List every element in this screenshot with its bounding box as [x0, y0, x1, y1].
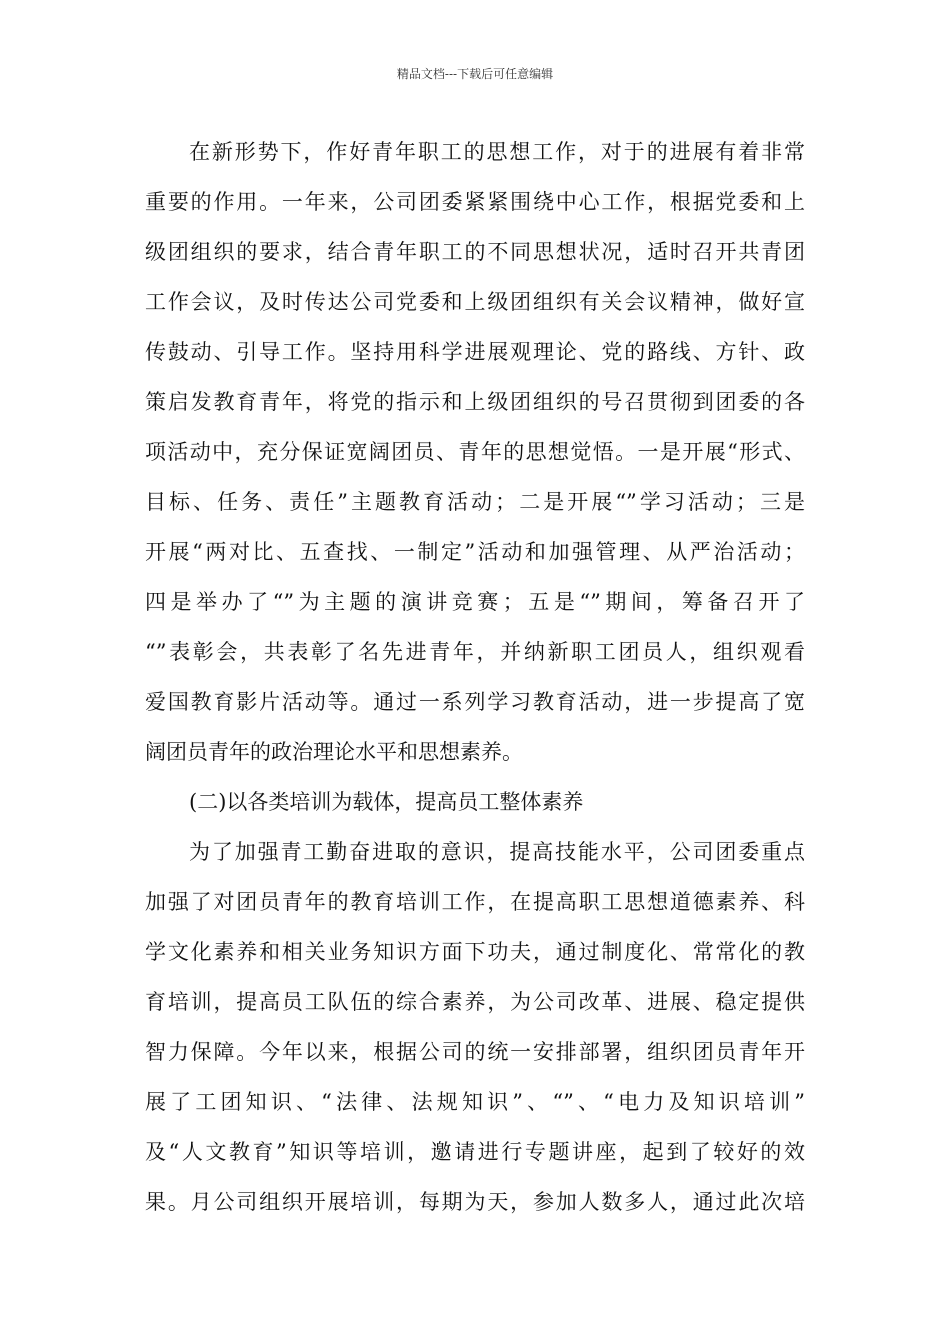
text-line: 及“人文教育”知识等培训，邀请进行专题讲座，起到了较好的效 [145, 1140, 805, 1164]
text-line: 传鼓动、引导工作。坚持用科学进展观理论、党的路线、方针、政 [145, 340, 805, 364]
text-line: 学文化素养和相关业务知识方面下功夫，通过制度化、常常化的教 [145, 940, 805, 964]
text-line: (二)以各类培训为载体，提高员工整体素养 [189, 790, 584, 814]
text-line: 为了加强青工勤奋进取的意识，提高技能水平，公司团委重点 [189, 840, 805, 864]
text-line: 重要的作用。一年来，公司团委紧紧围绕中心工作，根据党委和上 [145, 190, 805, 214]
page-header: 精品文档---下载后可任意编辑 [396, 67, 554, 81]
text-line: 策启发教育青年，将党的指示和上级团组织的号召贯彻到团委的各 [145, 390, 805, 414]
text-line: 育培训，提高员工队伍的综合素养，为公司改革、进展、稳定提供 [145, 990, 805, 1014]
text-line: 果。月公司组织开展培训，每期为天，参加人数多人，通过此次培 [145, 1190, 805, 1214]
text-line: 加强了对团员青年的教育培训工作，在提高职工思想道德素养、科 [145, 890, 805, 914]
text-line: 爱国教育影片活动等。通过一系列学习教育活动，进一步提高了宽 [145, 690, 805, 714]
document-body [145, 127, 805, 1227]
text-line: 智力保障。今年以来，根据公司的统一安排部署，组织团员青年开 [145, 1040, 805, 1064]
text-line: 在新形势下，作好青年职工的思想工作，对于的进展有着非常 [189, 140, 805, 164]
text-line: 四是举办了“”为主题的演讲竞赛；五是“”期间，筹备召开了 [145, 590, 805, 614]
text-line: 阔团员青年的政治理论水平和思想素养。 [145, 740, 523, 764]
text-line: 开展“两对比、五查找、一制定”活动和加强管理、从严治活动； [145, 540, 805, 564]
text-line: “”表彰会，共表彰了名先进青年，并纳新职工团员人，组织观看 [145, 640, 805, 664]
text-line: 项活动中，充分保证宽阔团员、青年的思想觉悟。一是开展“形式、 [145, 440, 805, 464]
text-line: 目标、任务、责任”主题教育活动；二是开展“”学习活动；三是 [145, 490, 805, 514]
text-line: 级团组织的要求，结合青年职工的不同思想状况，适时召开共青团 [145, 240, 805, 264]
text-line: 展了工团知识、“法律、法规知识”、“”、“电力及知识培训” [145, 1090, 805, 1114]
text-line: 工作会议，及时传达公司党委和上级团组织有关会议精神，做好宣 [145, 290, 805, 314]
